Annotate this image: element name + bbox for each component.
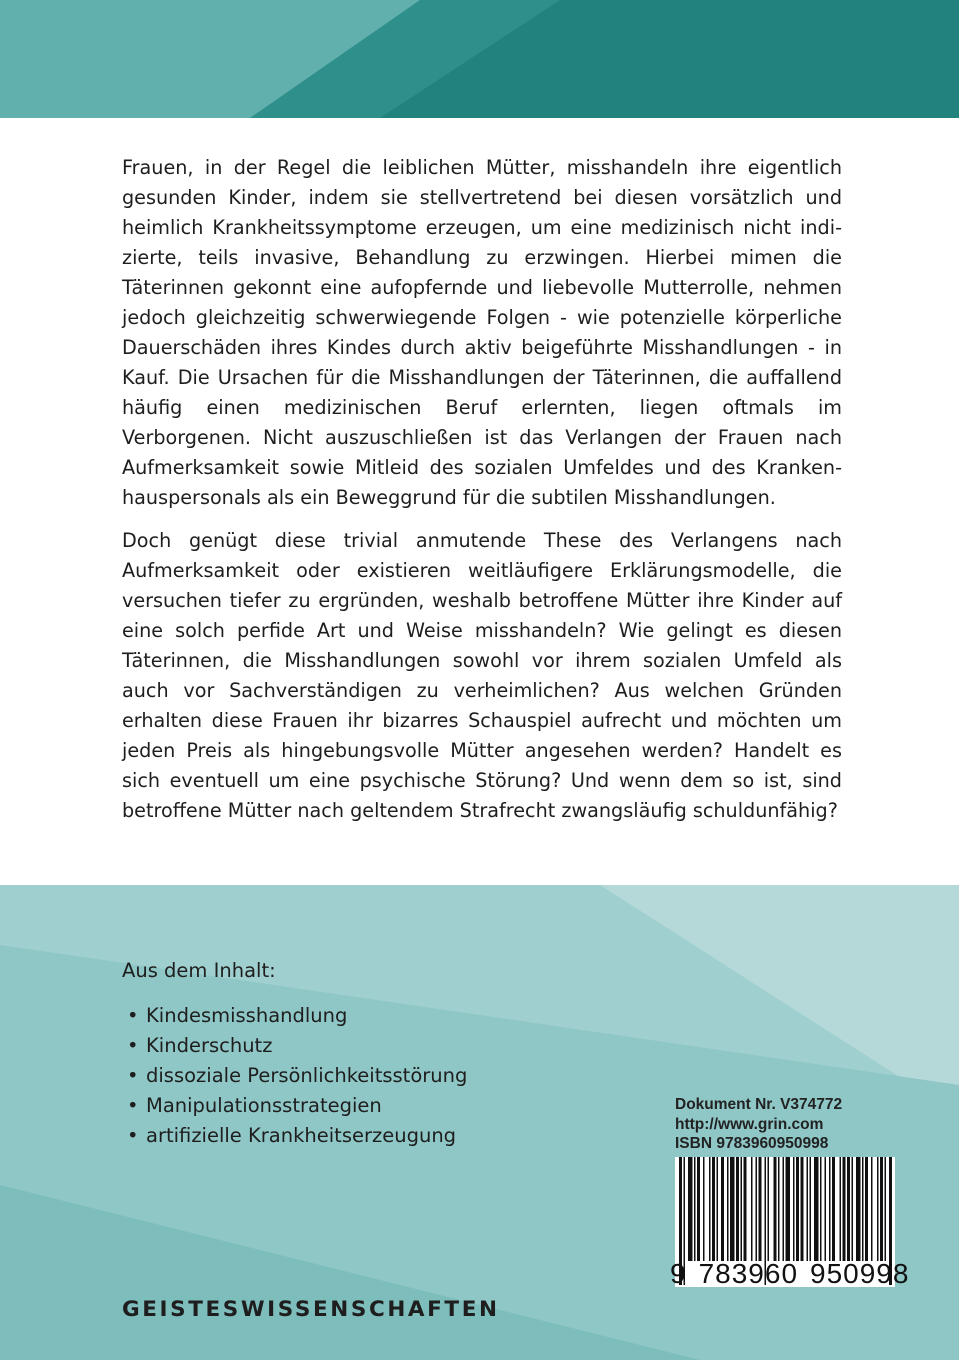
barcode-group-2: 950998	[810, 1258, 910, 1289]
barcode-bar	[829, 1157, 831, 1261]
barcode-bar	[730, 1157, 735, 1261]
contents-heading: Aus dem Inhalt:	[122, 959, 276, 982]
barcode-bar	[756, 1157, 758, 1261]
barcode-bar	[694, 1157, 696, 1261]
contents-item	[122, 1091, 622, 1121]
barcode-bar	[847, 1157, 850, 1261]
barcode-bar	[697, 1157, 700, 1261]
blurb-paragraph-1: Frauen, in der Regel die leiblichen Mütter, misshandeln ihre eigentlich gesunden Kinder, indem sie stellvertretend bei diesen vorsätzlich und heimlich Krankheitssymptome erzeugen, um eine medizinisch nicht indizierte, teils invasive, Behandlung zu erzwingen. Hierbei mimen die Täterinnen gekonnt eine aufopfernde und liebevolle Mutterrolle, nehmen jedoch gleichzeitig schwerwiegende Folgen - wie potenzielle körperliche Dauerschäden ihres Kindes durch aktiv beigeführte Misshandlungen - in Kauf. Die Ursachen für die Misshandlungen der Täterinnen, die auffallend häufig einen medizinischen Beruf erlernten, liegen oftmals im Verborgenen. Nicht auszuschließen ist das Verlangen der Frauen nach Aufmerksamkeit sowie Mitleid des sozialen Umfeldes und des Krankenhauspersonals als ein Beweggrund für die subtilen Misshandlungen.	[122, 156, 842, 509]
barcode-bar	[783, 1157, 785, 1261]
contents-item	[122, 1001, 622, 1031]
blurb-paragraph-2: Doch genügt diese trivial anmutende These des Verlangens nach Aufmerksamkeit oder existieren weitläufigere Erklärungsmodelle, die versuchen tiefer zu ergründen, weshalb betroffene Mütter ihre Kinder auf eine solch perfide Art und Weise misshandeln? Wie gelingt es diesen Täterinnen, die Misshandlungen sowohl vor ihrem sozialen Umfeld als auch vor Sachverständigen zu verheimlichen? Aus welchen Gründen erhalten diese Frauen ihr bizarres Schauspiel aufrecht und möchten um jeden Preis als hingebungsvolle Mütter angesehen werden? Handelt es sich eventuell um eine psychische Störung? Und wenn dem so ist, sind betroffene Mütter nach geltendem Strafrecht zwangsläufig schuldunfähig?	[122, 529, 842, 822]
barcode-bar	[709, 1157, 711, 1261]
barcode-bar	[843, 1157, 846, 1261]
contents-item-label: dissoziale Persönlichkeitsstörung	[146, 1064, 468, 1087]
document-info	[675, 1095, 905, 1154]
barcode-bar	[736, 1157, 739, 1261]
contents-section	[122, 956, 622, 1151]
contents-item	[122, 1061, 622, 1091]
bullet-icon: •	[127, 1124, 139, 1147]
contents-item-label: artifizielle Krankheitserzeugung	[146, 1124, 457, 1147]
barcode-bar	[871, 1157, 873, 1261]
barcode-bar	[721, 1157, 724, 1261]
barcode-bar	[786, 1157, 791, 1261]
barcode-bar	[801, 1157, 804, 1261]
barcode-bar	[751, 1157, 753, 1261]
barcode-bar	[793, 1157, 795, 1261]
contents-item-label: Manipulationsstrategien	[146, 1094, 382, 1117]
barcode-bar	[688, 1157, 693, 1261]
barcode-bar	[807, 1157, 809, 1261]
barcode-bar	[877, 1157, 879, 1261]
barcode-bar	[712, 1157, 715, 1261]
barcode-bar	[778, 1157, 780, 1261]
barcode-group-1: 783960	[698, 1258, 799, 1289]
barcode-bar	[814, 1157, 819, 1261]
barcode-bar	[741, 1157, 743, 1261]
publisher-url: http://www.grin.com	[675, 1115, 824, 1133]
contents-item	[122, 1031, 622, 1061]
isbn: ISBN 9783960950998	[675, 1135, 829, 1152]
barcode-bar	[865, 1157, 868, 1261]
back-cover-blurb	[122, 153, 842, 839]
barcode-bar	[885, 1157, 887, 1261]
barcode-bar	[768, 1157, 770, 1261]
barcode-bar	[856, 1157, 861, 1261]
barcode-bar	[703, 1157, 705, 1261]
bullet-icon: •	[127, 1004, 139, 1027]
barcode-bar	[717, 1157, 719, 1261]
barcode-bar	[825, 1157, 827, 1261]
barcode-bar	[796, 1157, 799, 1261]
series-label: GEISTESWISSENSCHAFTEN	[122, 1297, 500, 1322]
barcode-bar	[774, 1157, 777, 1261]
barcode-bar	[840, 1157, 842, 1261]
contents-item	[122, 1121, 622, 1151]
barcode-bar	[862, 1157, 864, 1261]
contents-item-label: Kinderschutz	[146, 1034, 273, 1057]
barcode-digits	[670, 1258, 910, 1290]
top-decorative-band	[0, 0, 959, 118]
bullet-icon: •	[127, 1064, 139, 1087]
barcode-bar	[810, 1157, 812, 1261]
barcode-bar	[759, 1157, 762, 1261]
barcode-bar	[832, 1157, 835, 1261]
barcode-bar	[852, 1157, 854, 1261]
contents-list	[122, 1001, 622, 1151]
bullet-icon: •	[127, 1034, 139, 1057]
barcode-bar	[727, 1157, 729, 1261]
contents-item-label: Kindesmisshandlung	[146, 1004, 348, 1027]
barcode-bar	[880, 1157, 883, 1261]
barcode-first-digit: 9	[670, 1258, 687, 1289]
barcode-bar	[744, 1157, 747, 1261]
document-number: Dokument Nr. V374772	[675, 1096, 843, 1113]
barcode-bar	[820, 1157, 822, 1261]
bullet-icon: •	[127, 1094, 139, 1117]
